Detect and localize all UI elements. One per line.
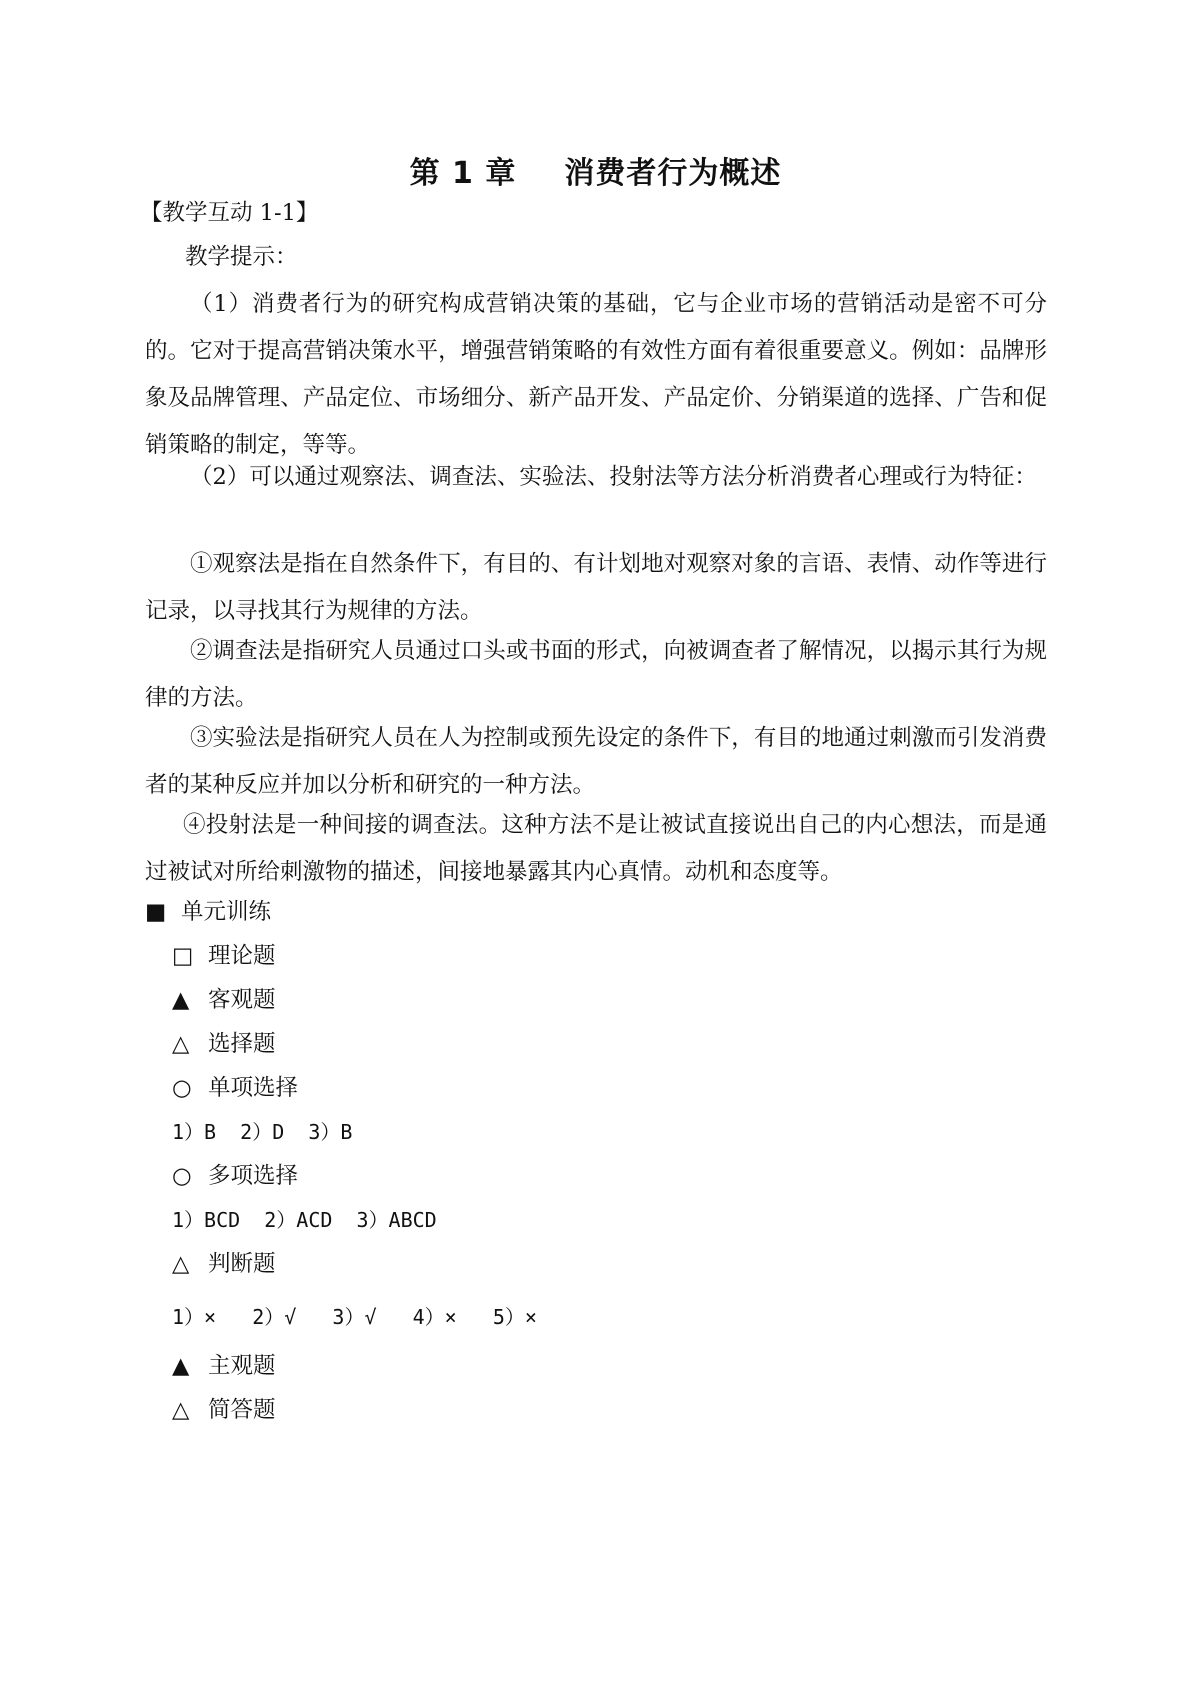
outline-label: 简答题 [208,1397,276,1423]
paragraph-2 [145,454,1047,501]
chapter-name: 消费者行为概述 [564,156,782,191]
paragraph-3-text: ①观察法是指在自然条件下，有目的、有计划地对观察对象的言语、表情、动作等进行记录，以寻找其行为规律的方法。 [145,551,1047,624]
outline-label: 理论题 [208,943,276,969]
outline-theory [172,940,276,972]
outline-subjective [172,1350,276,1382]
section-label: 【教学互动 1-1】 [140,200,319,226]
paragraph-4-text: ②调查法是指研究人员通过口头或书面的形式，向被调查者了解情况，以揭示其行为规律的方法。 [145,638,1047,711]
outline-judgment [172,1248,276,1280]
paragraph-6-text: ④投射法是一种间接的调查法。这种方法不是让被试直接说出自己的内心想法，而是通过被试对所给刺激物的描述，间接地暴露其内心真情。动机和态度等。 [145,812,1047,885]
circle-icon: ○ [172,1163,192,1189]
single-choice-answers: 1）B 2）D 3）B [172,1120,353,1144]
outline-short-answer [172,1394,276,1426]
outline-choice [172,1028,276,1060]
outline-unit-training [145,896,271,928]
hollow-triangle-icon: △ [172,1251,190,1277]
paragraph-4 [145,628,1047,722]
outline-label: 选择题 [208,1031,276,1057]
judgment-answers: 1）× 2）√ 3）√ 4）× 5）× [172,1305,537,1329]
circle-icon: ○ [172,1075,192,1101]
paragraph-5-text: ③实验法是指研究人员在人为控制或预先设定的条件下，有目的地通过刺激而引发消费者的某种反应并加以分析和研究的一种方法。 [145,725,1047,798]
paragraph-1 [145,281,1047,469]
chapter-number: 第 1 章 [409,156,517,191]
paragraph-1-text: （1）消费者行为的研究构成营销决策的基础，它与企业市场的营销活动是密不可分的。它对于提高营销决策水平，增强营销策略的有效性方面有着很重要意义。例如：品牌形象及品牌管理、产品定位、市场细分、新产品开发、产品定价、分销渠道的选择、广告和促销策略的制定，等等。 [145,291,1047,458]
filled-square-icon: ■ [145,899,167,925]
outline-single-choice [172,1072,298,1104]
outline-label: 多项选择 [208,1163,299,1189]
outline-label: 客观题 [208,987,276,1013]
chapter-title [0,152,1191,196]
paragraph-3 [145,541,1047,635]
hollow-triangle-icon: △ [172,1031,190,1057]
multi-choice-answers: 1）BCD 2）ACD 3）ABCD [172,1208,437,1232]
paragraph-2-text: （2）可以通过观察法、调查法、实验法、投射法等方法分析消费者心理或行为特征： [190,464,1037,490]
outline-label: 单元训练 [181,899,272,925]
outline-multi-choice [172,1160,298,1192]
hint-label: 教学提示： [185,244,298,270]
filled-triangle-icon: ▲ [172,987,190,1013]
paragraph-5 [145,715,1047,809]
outline-objective [172,984,276,1016]
filled-triangle-icon: ▲ [172,1353,190,1379]
hollow-triangle-icon: △ [172,1397,190,1423]
outline-label: 判断题 [208,1251,276,1277]
paragraph-6 [145,802,1047,896]
outline-label: 单项选择 [208,1075,299,1101]
empty-square-icon: □ [172,943,194,969]
outline-label: 主观题 [208,1353,276,1379]
